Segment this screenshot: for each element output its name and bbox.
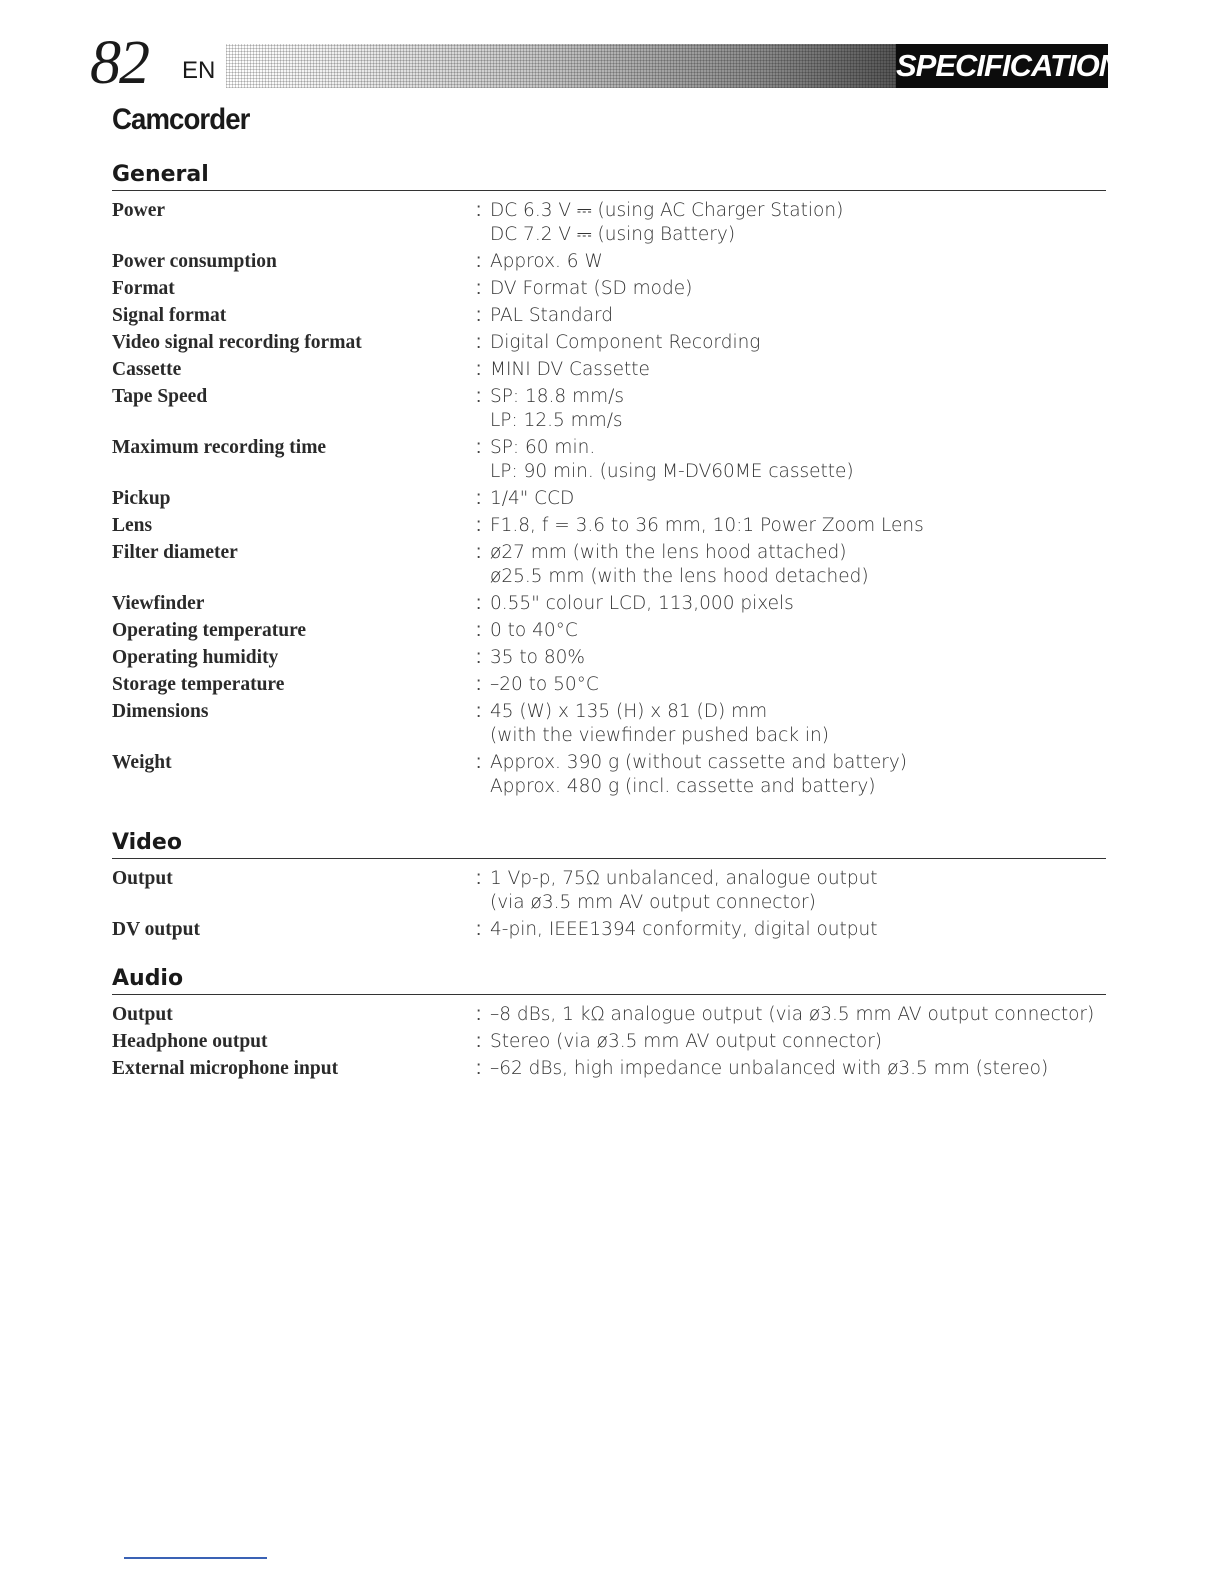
spec-values: [490, 385, 1106, 433]
separator-colon: :: [476, 1031, 482, 1052]
separator-colon: :: [476, 919, 482, 940]
section-heading: Audio: [112, 966, 1106, 995]
spec-label: Filter diameter: [112, 542, 238, 563]
spec-row: [112, 277, 1106, 301]
spec-value: Approx. 480 g (incl. cassette and battery): [490, 776, 876, 797]
footer-rule: [124, 1557, 267, 1559]
spec-values: [490, 646, 1106, 670]
spec-value: F1.8, f = 3.6 to 36 mm, 10:1 Power Zoom Lens: [490, 515, 924, 536]
spec-label: External microphone input: [112, 1058, 339, 1079]
spec-row: [112, 673, 1106, 697]
spec-section-video: [112, 830, 1106, 945]
spec-value: 4-pin, IEEE1394 conformity, digital output: [490, 919, 878, 940]
section-title-banner: SPECIFICATIONS: [896, 44, 1108, 88]
language-label: EN: [182, 57, 216, 84]
spec-row: [112, 1003, 1106, 1027]
spec-values: [490, 514, 1106, 538]
spec-row: [112, 867, 1106, 915]
spec-row: [112, 1030, 1106, 1054]
spec-label: Operating temperature: [112, 620, 307, 641]
spec-row: [112, 487, 1106, 511]
spec-label: Power consumption: [112, 251, 277, 272]
spec-rows: [112, 867, 1106, 942]
spec-value: DC 6.3 V ⎓ (using AC Charger Station): [490, 200, 844, 221]
separator-colon: :: [476, 515, 482, 536]
spec-value: Approx. 6 W: [490, 251, 603, 272]
spec-row: [112, 331, 1106, 355]
spec-value: (via ø3.5 mm AV output connector): [490, 892, 816, 913]
separator-colon: :: [476, 647, 482, 668]
spec-value: DC 7.2 V ⎓ (using Battery): [490, 224, 736, 245]
spec-label: Tape Speed: [112, 386, 208, 407]
spec-values: [490, 1057, 1106, 1081]
spec-values: [490, 592, 1106, 616]
separator-colon: :: [476, 701, 482, 722]
spec-values: [490, 619, 1106, 643]
spec-label: Signal format: [112, 305, 227, 326]
spec-values: [490, 867, 1106, 915]
spec-label: Power: [112, 200, 166, 221]
spec-value: –8 dBs, 1 kΩ analogue output (via ø3.5 mm AV output connector): [490, 1004, 1095, 1025]
spec-value: ø25.5 mm (with the lens hood detached): [490, 566, 869, 587]
spec-label: Output: [112, 868, 173, 889]
spec-value: 35 to 80%: [490, 647, 585, 668]
spec-values: [490, 1003, 1106, 1027]
spec-label: Storage temperature: [112, 674, 285, 695]
spec-value: 0.55" colour LCD, 113,000 pixels: [490, 593, 794, 614]
section-heading: Video: [112, 830, 1106, 859]
separator-colon: :: [476, 332, 482, 353]
spec-label: Operating humidity: [112, 647, 279, 668]
spec-value: 1 Vp-p, 75Ω unbalanced, analogue output: [490, 868, 878, 889]
section-heading: General: [112, 162, 1106, 191]
spec-row: [112, 918, 1106, 942]
spec-value: SP: 18.8 mm/s: [490, 386, 624, 407]
spec-rows: [112, 199, 1106, 799]
spec-label: Headphone output: [112, 1031, 268, 1052]
separator-colon: :: [476, 305, 482, 326]
spec-row: [112, 304, 1106, 328]
spec-row: [112, 646, 1106, 670]
spec-values: [490, 1030, 1106, 1054]
spec-values: [490, 250, 1106, 274]
spec-label: Viewfinder: [112, 593, 205, 614]
spec-row: [112, 514, 1106, 538]
spec-value: 1/4" CCD: [490, 488, 575, 509]
product-heading: Camcorder: [112, 103, 250, 136]
spec-section-audio: [112, 966, 1106, 1084]
spec-values: [490, 487, 1106, 511]
separator-colon: :: [476, 1058, 482, 1079]
spec-label: DV output: [112, 919, 200, 940]
page-number: 82: [90, 29, 148, 97]
spec-row: [112, 1057, 1106, 1081]
spec-section-general: [112, 162, 1106, 802]
spec-label: Weight: [112, 752, 172, 773]
spec-value: ø27 mm (with the lens hood attached): [490, 542, 847, 563]
spec-row: [112, 751, 1106, 799]
separator-colon: :: [476, 593, 482, 614]
separator-colon: :: [476, 359, 482, 380]
spec-values: [490, 700, 1106, 748]
spec-values: [490, 673, 1106, 697]
spec-values: [490, 918, 1106, 942]
spec-label: Lens: [112, 515, 153, 536]
separator-colon: :: [476, 1004, 482, 1025]
spec-row: [112, 385, 1106, 433]
spec-value: MINI DV Cassette: [490, 359, 650, 380]
spec-row: [112, 592, 1106, 616]
separator-colon: :: [476, 620, 482, 641]
separator-colon: :: [476, 752, 482, 773]
spec-value: 45 (W) x 135 (H) x 81 (D) mm: [490, 701, 768, 722]
spec-value: Stereo (via ø3.5 mm AV output connector): [490, 1031, 883, 1052]
spec-rows: [112, 1003, 1106, 1081]
separator-colon: :: [476, 674, 482, 695]
separator-colon: :: [476, 868, 482, 889]
spec-row: [112, 619, 1106, 643]
spec-label: Cassette: [112, 359, 182, 380]
spec-values: [490, 358, 1106, 382]
spec-row: [112, 358, 1106, 382]
spec-value: PAL Standard: [490, 305, 613, 326]
separator-colon: :: [476, 200, 482, 221]
spec-row: [112, 541, 1106, 589]
spec-row: [112, 199, 1106, 247]
spec-label: Format: [112, 278, 175, 299]
spec-value: (with the viewfinder pushed back in): [490, 725, 829, 746]
spec-value: DV Format (SD mode): [490, 278, 693, 299]
spec-row: [112, 436, 1106, 484]
spec-value: –62 dBs, high impedance unbalanced with ø3.5 mm (stereo): [490, 1058, 1049, 1079]
spec-values: [490, 304, 1106, 328]
spec-label: Maximum recording time: [112, 437, 327, 458]
header-halftone-band: [226, 44, 896, 88]
spec-label: Video signal recording format: [112, 332, 362, 353]
spec-value: SP: 60 min.: [490, 437, 596, 458]
spec-value: LP: 90 min. (using M-DV60ME cassette): [490, 461, 854, 482]
spec-values: [490, 199, 1106, 247]
spec-label: Dimensions: [112, 701, 209, 722]
separator-colon: :: [476, 251, 482, 272]
spec-row: [112, 700, 1106, 748]
spec-values: [490, 541, 1106, 589]
spec-value: 0 to 40°C: [490, 620, 578, 641]
separator-colon: :: [476, 488, 482, 509]
separator-colon: :: [476, 437, 482, 458]
spec-values: [490, 277, 1106, 301]
spec-value: LP: 12.5 mm/s: [490, 410, 623, 431]
page-header: [86, 29, 1140, 97]
spec-value: Approx. 390 g (without cassette and battery): [490, 752, 907, 773]
spec-values: [490, 751, 1106, 799]
spec-value: Digital Component Recording: [490, 332, 761, 353]
separator-colon: :: [476, 542, 482, 563]
spec-values: [490, 436, 1106, 484]
spec-label: Output: [112, 1004, 173, 1025]
spec-row: [112, 250, 1106, 274]
separator-colon: :: [476, 278, 482, 299]
spec-values: [490, 331, 1106, 355]
spec-label: Pickup: [112, 488, 171, 509]
spec-value: –20 to 50°C: [490, 674, 599, 695]
separator-colon: :: [476, 386, 482, 407]
